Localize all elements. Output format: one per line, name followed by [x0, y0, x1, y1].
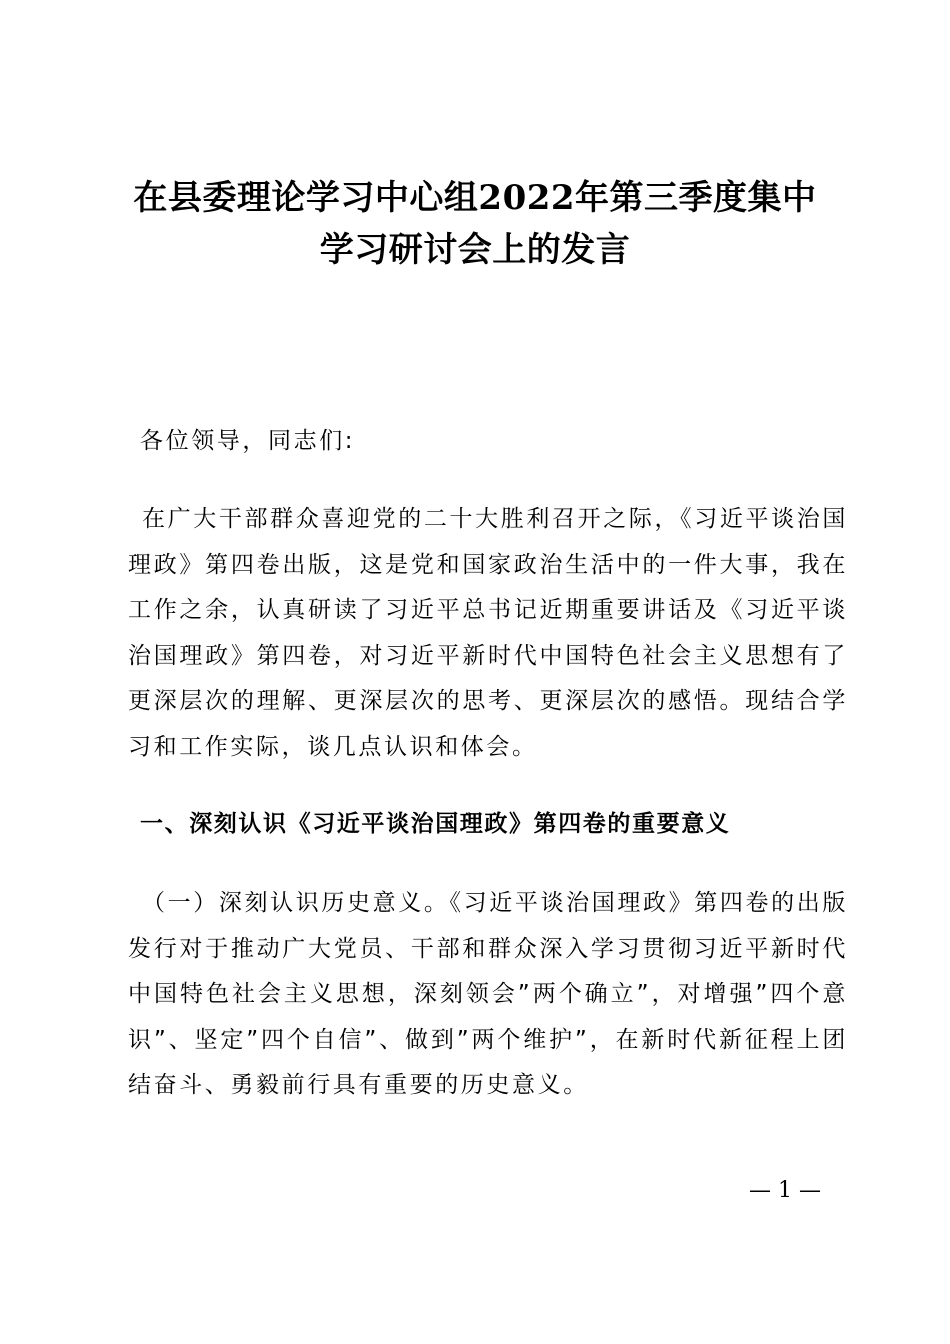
- section-heading-1: 一、深刻认识《习近平谈治国理政》第四卷的重要意义: [140, 811, 731, 837]
- salutation: 各位领导，同志们:: [140, 428, 356, 454]
- paragraph-section-1-1: （一）深刻认识历史意义。《习近平谈治国理政》第四卷的出版发行对于推动广大党员、干部和群众深入学习贯彻习近平新时代中国特色社会主义思想，深刻领会”两个确立”，对增强”四个意识”、坚定”四个自信”、做到”两个维护”，在新时代新征程上团结奋斗、勇毅前行具有重要的历史意义。: [128, 890, 848, 1098]
- paragraph-intro: 在广大干部群众喜迎党的二十大胜利召开之际，《习近平谈治国理政》第四卷出版，这是党和国家政治生活中的一件大事，我在工作之余，认真研读了习近平总书记近期重要讲话及《习近平谈治国理政》第四卷，对习近平新时代中国特色社会主义思想有了更深层次的理解、更深层次的思考、更深层次的感悟。现结合学习和工作实际，谈几点认识和体会。: [128, 506, 848, 760]
- title-line-2: 学习研讨会上的发言: [319, 230, 631, 270]
- title-line-1: 在县委理论学习中心组2022年第三季度集中: [133, 178, 817, 218]
- page-number: — 1 —: [749, 1178, 821, 1203]
- document-title: [100, 172, 850, 276]
